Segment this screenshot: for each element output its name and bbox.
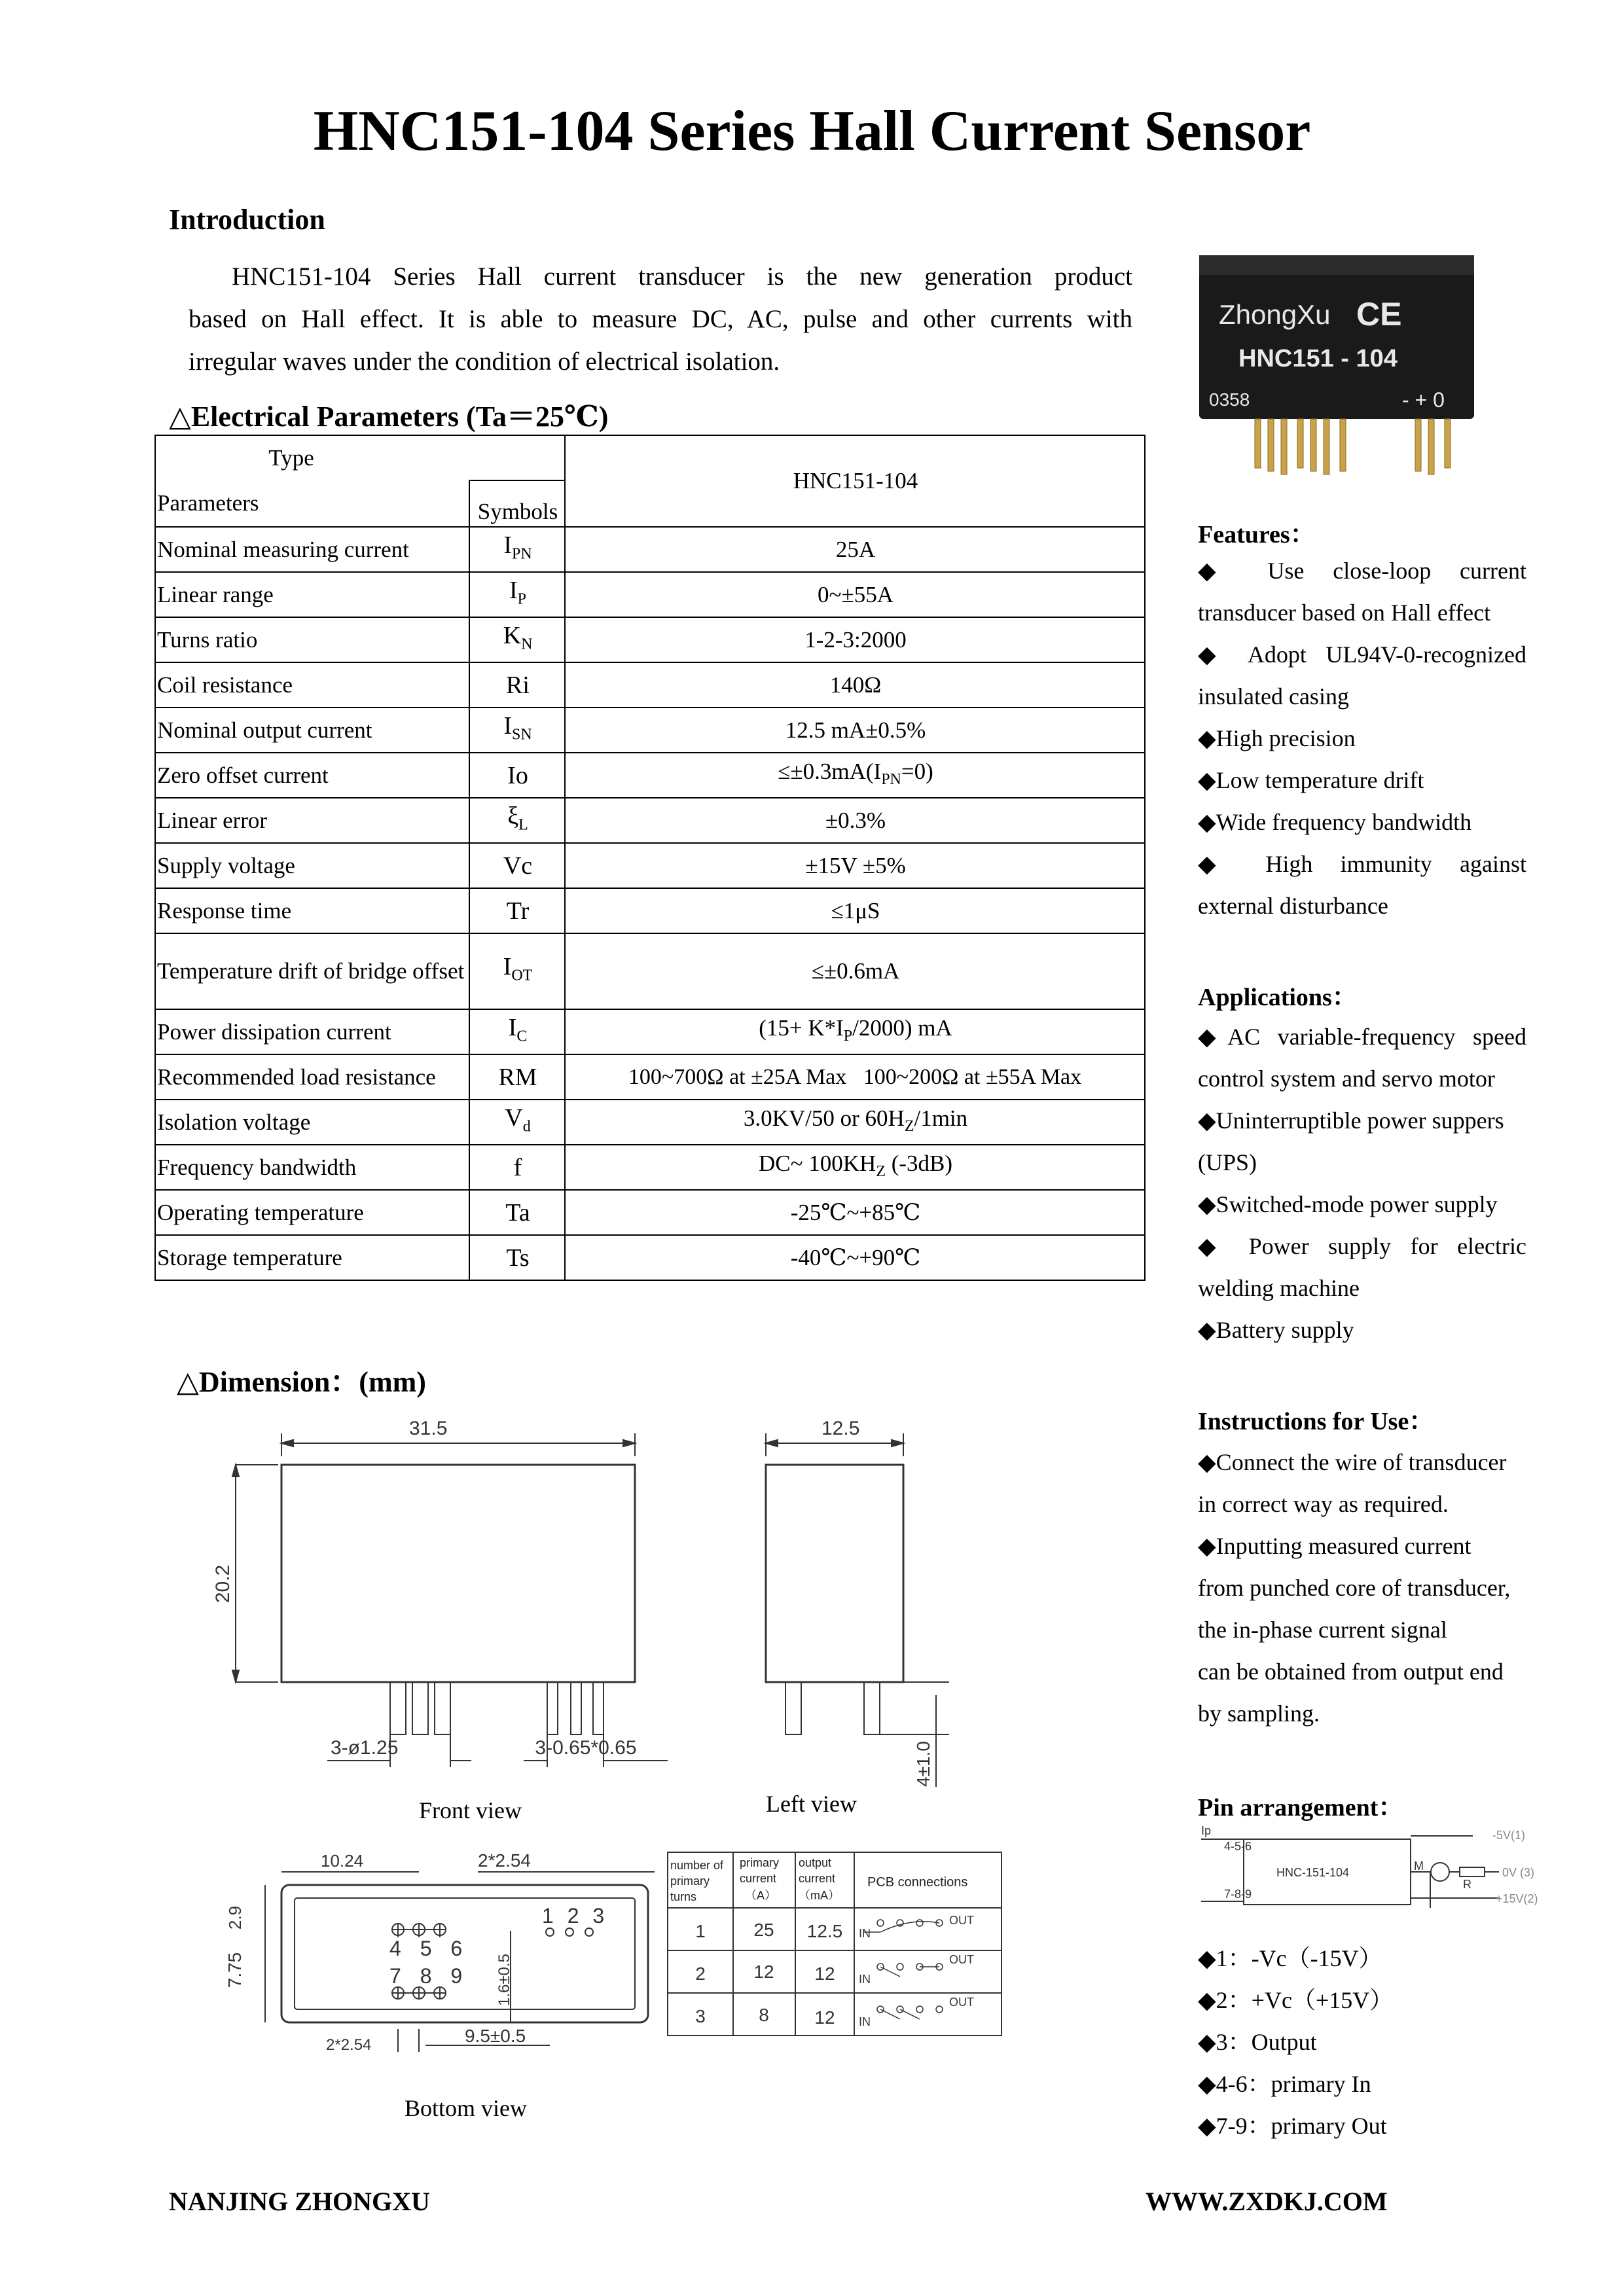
dim-pin-length: 4±1.0 bbox=[913, 1741, 933, 1787]
features-heading: Features： bbox=[1198, 521, 1315, 548]
value-main: ≤1μS bbox=[831, 897, 880, 924]
value-main: ≤±0.3mA(I bbox=[778, 758, 882, 784]
symbol-main: V bbox=[505, 1103, 523, 1132]
value-subscript: PN bbox=[881, 770, 901, 788]
output-col-header: output current （mA） bbox=[799, 1856, 840, 1902]
param-name: Nominal output current bbox=[155, 708, 469, 753]
value-main: DC~ 100KH bbox=[758, 1150, 876, 1176]
pcb-in-1: IN bbox=[859, 1927, 871, 1940]
primary-1: 25 bbox=[753, 1920, 774, 1940]
intro-heading: Introduction bbox=[169, 204, 325, 236]
pins-row-789: 7 8 9 bbox=[389, 1964, 469, 1988]
instruction-line: by sampling. bbox=[1198, 1700, 1320, 1727]
symbol-subscript: d bbox=[522, 1118, 531, 1136]
value-subscript: P bbox=[843, 1027, 853, 1045]
param-symbol bbox=[469, 662, 565, 708]
symbol-subscript: OT bbox=[511, 967, 533, 984]
application-line: (UPS) bbox=[1198, 1149, 1257, 1175]
param-value bbox=[565, 1145, 1145, 1190]
symbol-main: Ts bbox=[506, 1244, 530, 1272]
output-3: 12 bbox=[814, 2007, 835, 2028]
param-name: Nominal measuring current bbox=[155, 527, 469, 572]
param-symbol bbox=[469, 888, 565, 933]
pin-line: ◆4-6：primary In bbox=[1198, 2071, 1371, 2097]
param-name: Response time bbox=[155, 888, 469, 933]
param-symbol bbox=[469, 1235, 565, 1280]
primary-2: 12 bbox=[753, 1962, 774, 1982]
table-row bbox=[155, 1054, 1145, 1100]
diagram-rl: R bbox=[1463, 1878, 1471, 1891]
param-value bbox=[565, 888, 1145, 933]
dim-pin-dia: 3-ø1.25 bbox=[331, 1737, 399, 1759]
pcb-out-2: OUT bbox=[949, 1953, 974, 1966]
table-row bbox=[155, 798, 1145, 843]
features-list bbox=[1198, 550, 1526, 927]
electrical-heading: △Electrical Parameters (Ta＝25℃) bbox=[169, 401, 609, 433]
symbol-subscript: N bbox=[521, 636, 533, 653]
value-main: -25℃~+85℃ bbox=[790, 1199, 921, 1225]
output-2: 12 bbox=[814, 1964, 835, 1984]
symbol-main: Ri bbox=[506, 671, 530, 699]
feature-line: insulated casing bbox=[1198, 683, 1349, 709]
turns-table bbox=[668, 1852, 1008, 2049]
value-tail: /2000) mA bbox=[852, 1014, 952, 1041]
symbol-main: I bbox=[503, 531, 512, 559]
symbol-subscript: PN bbox=[511, 545, 532, 563]
pcb-in-3: IN bbox=[859, 2015, 871, 2028]
diagram-v2: 0V (3) bbox=[1502, 1866, 1535, 1879]
left-view-label: Left view bbox=[766, 1791, 857, 1817]
table-row bbox=[155, 933, 1145, 1009]
application-line: ◆ Power supply for electric bbox=[1198, 1233, 1526, 1259]
turns-3: 3 bbox=[695, 2006, 706, 2026]
diagram-v1: -5V(1) bbox=[1492, 1829, 1526, 1842]
param-name: Recommended load resistance bbox=[155, 1054, 469, 1100]
pin-arrangement-diagram bbox=[1198, 1823, 1545, 1928]
turns-2: 2 bbox=[695, 1964, 706, 1984]
value-subscript: Z bbox=[876, 1162, 886, 1180]
application-line: ◆Uninterruptible power suppers bbox=[1198, 1107, 1504, 1134]
param-symbol bbox=[469, 572, 565, 617]
output-1: 12.5 bbox=[806, 1921, 843, 1941]
application-line: control system and servo motor bbox=[1198, 1066, 1495, 1092]
feature-line: ◆ High immunity against bbox=[1198, 851, 1526, 877]
param-value bbox=[565, 1190, 1145, 1235]
table-row bbox=[155, 1190, 1145, 1235]
photo-lot: 0358 bbox=[1209, 389, 1250, 410]
page-title: HNC151-104 Series Hall Current Sensor bbox=[313, 99, 1311, 163]
table-row bbox=[155, 1235, 1145, 1280]
feature-line: external disturbance bbox=[1198, 893, 1388, 919]
application-line: ◆Battery supply bbox=[1198, 1317, 1354, 1343]
pin-line: ◆7-9：primary Out bbox=[1198, 2113, 1387, 2139]
param-symbol bbox=[469, 933, 565, 1009]
type-label: Type bbox=[268, 444, 314, 471]
instructions-list bbox=[1198, 1441, 1526, 1734]
footer-website: WWW.ZXDKJ.COM bbox=[1146, 2187, 1388, 2216]
intro-line-3: irregular waves under the condition of electrical isolation. bbox=[189, 348, 780, 376]
table-row bbox=[155, 1100, 1145, 1145]
dim-width: 31.5 bbox=[409, 1418, 448, 1439]
pins-row-123: 1 2 3 bbox=[542, 1904, 609, 1928]
table-row bbox=[155, 572, 1145, 617]
symbol-subscript: L bbox=[518, 816, 528, 834]
param-name: Linear error bbox=[155, 798, 469, 843]
param-value bbox=[565, 1009, 1145, 1054]
param-symbol bbox=[469, 1145, 565, 1190]
front-view-label: Front view bbox=[419, 1797, 522, 1823]
param-value bbox=[565, 1100, 1145, 1145]
symbol-main: RM bbox=[498, 1063, 537, 1091]
application-line: ◆AC variable-frequency speed bbox=[1198, 1024, 1526, 1050]
symbol-main: I bbox=[508, 1013, 517, 1041]
param-symbol bbox=[469, 708, 565, 753]
application-line: welding machine bbox=[1198, 1275, 1360, 1301]
instruction-line: the in-phase current signal bbox=[1198, 1617, 1447, 1643]
bottom-view-drawing bbox=[225, 1833, 661, 2094]
applications-list bbox=[1198, 1016, 1526, 1351]
footer-company: NANJING ZHONGXU bbox=[169, 2187, 430, 2216]
dim-2-9: 2.9 bbox=[225, 1905, 245, 1930]
feature-line: ◆High precision bbox=[1198, 725, 1356, 751]
dim-9-5: 9.5±0.5 bbox=[465, 2026, 526, 2046]
instruction-line: ◆Connect the wire of transducer bbox=[1198, 1449, 1507, 1475]
pcb-out-3: OUT bbox=[949, 1996, 974, 2009]
feature-line: ◆ Adopt UL94V-0-recognized bbox=[1198, 641, 1526, 668]
value-tail: /1min bbox=[914, 1105, 968, 1131]
param-symbol bbox=[469, 843, 565, 888]
instruction-line: can be obtained from output end bbox=[1198, 1659, 1504, 1685]
param-name: Isolation voltage bbox=[155, 1100, 469, 1145]
feature-line: ◆ Use close-loop current bbox=[1198, 558, 1526, 584]
param-value bbox=[565, 1235, 1145, 1280]
param-value bbox=[565, 708, 1145, 753]
instruction-line: from punched core of transducer, bbox=[1198, 1575, 1511, 1601]
table-row bbox=[155, 617, 1145, 662]
symbol-main: I bbox=[509, 576, 518, 604]
table-row bbox=[155, 1009, 1145, 1054]
type-header bbox=[155, 435, 565, 480]
param-name: Coil resistance bbox=[155, 662, 469, 708]
instruction-line: ◆Inputting measured current bbox=[1198, 1533, 1471, 1559]
table-row bbox=[155, 662, 1145, 708]
param-name: Supply voltage bbox=[155, 843, 469, 888]
pcb-in-2: IN bbox=[859, 1973, 871, 1986]
param-name: Zero offset current bbox=[155, 753, 469, 798]
value-main: (15+ K*I bbox=[759, 1014, 844, 1041]
param-value bbox=[565, 753, 1145, 798]
pin-line: ◆3：Output bbox=[1198, 2029, 1317, 2055]
front-view-drawing bbox=[209, 1420, 668, 1813]
feature-line: ◆Wide frequency bandwidth bbox=[1198, 809, 1472, 835]
dim-height: 20.2 bbox=[212, 1564, 234, 1604]
symbol-main: Io bbox=[507, 761, 528, 789]
param-name: Operating temperature bbox=[155, 1190, 469, 1235]
dim-7-75: 7.75 bbox=[225, 1952, 245, 1988]
param-symbol bbox=[469, 527, 565, 572]
primary-3: 8 bbox=[759, 2005, 769, 2025]
primary-col-header: primary current （A） bbox=[740, 1856, 780, 1902]
pin-line: ◆2：+Vc（+15V） bbox=[1198, 1987, 1394, 2013]
table-header-row-1 bbox=[155, 435, 1145, 480]
intro-line-1: HNC151-104 Series Hall current transducer is the new generation product bbox=[232, 262, 1132, 291]
param-symbol bbox=[469, 1009, 565, 1054]
param-name: Turns ratio bbox=[155, 617, 469, 662]
dim-pitch-top: 2*2.54 bbox=[478, 1850, 531, 1871]
symbol-subscript: C bbox=[516, 1028, 528, 1045]
feature-line: ◆Low temperature drift bbox=[1198, 767, 1424, 793]
electrical-parameters-table bbox=[154, 435, 1146, 1281]
param-symbol bbox=[469, 617, 565, 662]
table-row bbox=[155, 1145, 1145, 1190]
param-value bbox=[565, 527, 1145, 572]
value-main: ±0.3% bbox=[825, 807, 886, 833]
photo-marks: - + 0 bbox=[1402, 388, 1445, 412]
instruction-line: in correct way as required. bbox=[1198, 1491, 1449, 1517]
value-main: 25A bbox=[835, 536, 876, 562]
param-value bbox=[565, 572, 1145, 617]
diagram-456: 4-5-6 bbox=[1224, 1840, 1252, 1853]
value-main: ±15V ±5% bbox=[805, 852, 906, 878]
diagram-789: 7-8-9 bbox=[1224, 1888, 1252, 1901]
value-main: -40℃~+90℃ bbox=[790, 1244, 921, 1270]
value-subscript: Z bbox=[904, 1117, 914, 1135]
value-main: 140Ω bbox=[829, 672, 882, 698]
value-main: ≤±0.6mA bbox=[811, 958, 900, 984]
table-row bbox=[155, 843, 1145, 888]
symbol-main: Ta bbox=[505, 1198, 530, 1227]
param-name: Storage temperature bbox=[155, 1235, 469, 1280]
photo-model: HNC151 - 104 bbox=[1238, 345, 1398, 372]
pcb-col-header: PCB connections bbox=[867, 1875, 968, 1890]
symbol-main: Vc bbox=[503, 852, 533, 880]
diagram-ip: Ip bbox=[1201, 1824, 1212, 1837]
value-main: 1-2-3:2000 bbox=[804, 626, 907, 653]
table-row bbox=[155, 888, 1145, 933]
instructions-heading: Instructions for Use： bbox=[1198, 1408, 1434, 1435]
param-symbol bbox=[469, 798, 565, 843]
param-name: Linear range bbox=[155, 572, 469, 617]
dim-pin-square: 3-0.65*0.65 bbox=[535, 1737, 637, 1759]
param-symbol bbox=[469, 1054, 565, 1100]
diagram-v3: +15V(2) bbox=[1496, 1892, 1538, 1905]
diagram-m: M bbox=[1414, 1859, 1424, 1873]
dim-pitch-bottom: 2*2.54 bbox=[326, 2036, 372, 2054]
turns-col-header: number of primary turns bbox=[670, 1859, 724, 1903]
dim-1-6: 1.6±0.5 bbox=[496, 1954, 513, 2006]
symbol-subscript: SN bbox=[511, 726, 532, 744]
feature-line: transducer based on Hall effect bbox=[1198, 600, 1491, 626]
table-row bbox=[155, 753, 1145, 798]
param-value bbox=[565, 617, 1145, 662]
model-header: HNC151-104 bbox=[565, 435, 1145, 527]
dimension-heading: △Dimension：(mm) bbox=[177, 1366, 426, 1398]
pcb-out-1: OUT bbox=[949, 1914, 974, 1927]
value-main: 0~±55A bbox=[818, 581, 893, 607]
symbol-main: f bbox=[513, 1153, 522, 1181]
application-line: ◆Switched-mode power supply bbox=[1198, 1191, 1498, 1217]
table-row bbox=[155, 527, 1145, 572]
param-symbol bbox=[469, 753, 565, 798]
photo-brand: ZhongXu bbox=[1219, 299, 1331, 330]
symbol-main: Tr bbox=[506, 897, 530, 925]
symbol-main: I bbox=[503, 953, 512, 981]
dim-10-24: 10.24 bbox=[321, 1851, 364, 1871]
symbol-main: ξ bbox=[507, 802, 519, 830]
symbol-subscript: P bbox=[517, 590, 527, 608]
value-tail: =0) bbox=[901, 758, 933, 784]
photo-ce-mark: CE bbox=[1356, 296, 1402, 332]
value-main: 100~700Ω at ±25A Max 100~200Ω at ±55A Max bbox=[628, 1064, 1082, 1089]
param-name: Temperature drift of bridge offset bbox=[155, 933, 469, 1009]
symbol-main: K bbox=[503, 621, 522, 649]
value-main: 12.5 mA±0.5% bbox=[785, 717, 926, 743]
dim-depth: 12.5 bbox=[821, 1418, 860, 1439]
param-name: Frequency bandwidth bbox=[155, 1145, 469, 1190]
parameters-header: Parameters bbox=[155, 480, 469, 527]
table-row bbox=[155, 708, 1145, 753]
pin-list bbox=[1198, 1937, 1526, 2139]
symbols-header: Symbols bbox=[469, 480, 565, 527]
intro-text bbox=[189, 255, 1132, 383]
pin-line: ◆1：-Vc（-15V） bbox=[1198, 1945, 1382, 1971]
param-symbol bbox=[469, 1190, 565, 1235]
product-photo bbox=[1193, 252, 1481, 494]
bottom-view-label: Bottom view bbox=[405, 2095, 527, 2121]
diagram-model: HNC-151-104 bbox=[1276, 1866, 1350, 1879]
param-name: Power dissipation current bbox=[155, 1009, 469, 1054]
intro-line-2: based on Hall effect. It is able to measure DC, AC, pulse and other currents with bbox=[189, 305, 1132, 333]
pin-arrangement-heading: Pin arrangement： bbox=[1198, 1794, 1403, 1821]
param-value bbox=[565, 1054, 1145, 1100]
left-view-drawing bbox=[746, 1420, 956, 1813]
value-tail: (-3dB) bbox=[886, 1150, 953, 1176]
param-symbol bbox=[469, 1100, 565, 1145]
turns-1: 1 bbox=[695, 1921, 706, 1941]
param-value bbox=[565, 798, 1145, 843]
value-main: 3.0KV/50 or 60H bbox=[743, 1105, 905, 1131]
applications-heading: Applications： bbox=[1198, 984, 1357, 1011]
pins-row-456: 4 5 6 bbox=[389, 1937, 469, 1960]
param-value bbox=[565, 662, 1145, 708]
param-value bbox=[565, 843, 1145, 888]
symbol-main: I bbox=[503, 711, 512, 740]
param-value bbox=[565, 933, 1145, 1009]
